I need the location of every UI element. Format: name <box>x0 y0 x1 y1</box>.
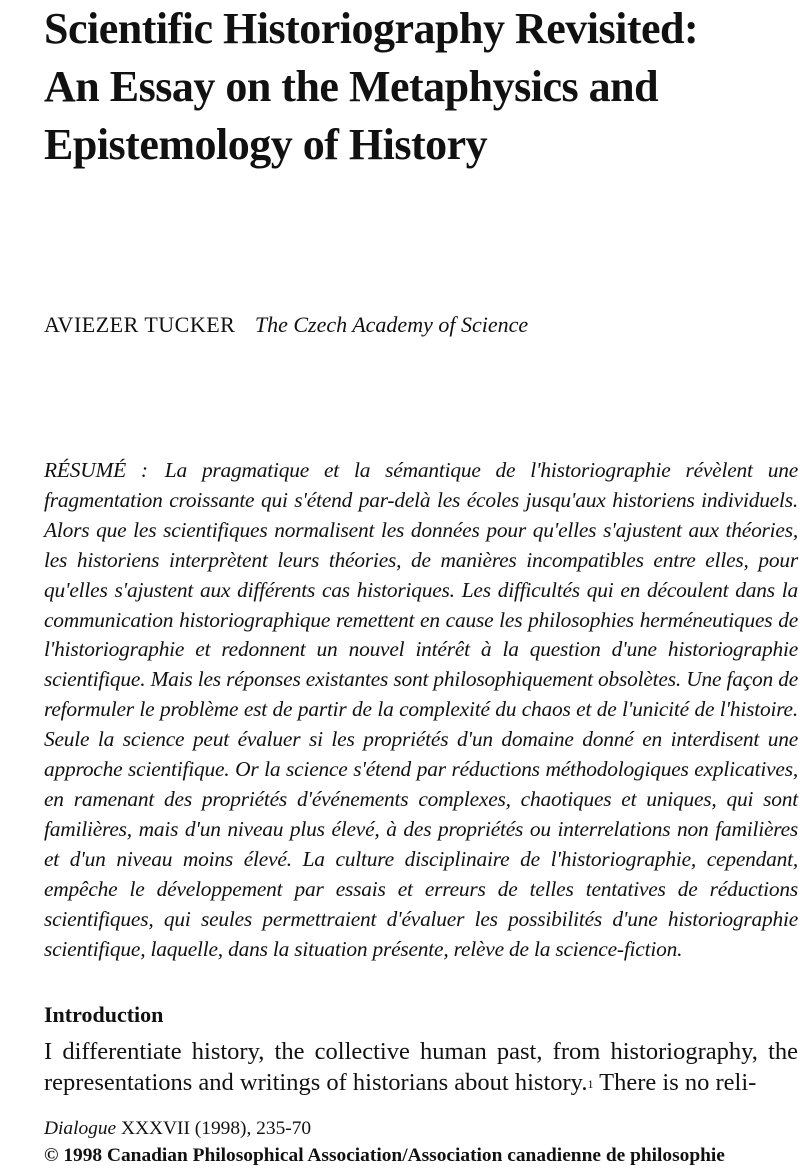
journal-volume-pages: XXXVII (1998), 235-70 <box>116 1118 312 1139</box>
introduction-text: I differentiate history, the collective human past, from historiography, the representations and writings of historians about history. <box>44 1038 798 1096</box>
author-affiliation: The Czech Academy of Science <box>254 312 529 337</box>
title-line-3: Epistemology of History <box>44 120 488 169</box>
title-line-1: Scientific Historiography Revisited: <box>44 4 699 53</box>
copyright-notice: © 1998 Canadian Philosophical Association/Association canadienne de philosophie <box>44 1145 725 1166</box>
journal-citation <box>44 1115 800 1142</box>
abstract <box>44 456 798 964</box>
introduction-paragraph <box>44 1036 798 1098</box>
abstract-text: La pragmatique et la sémantique de l'historiographie révèlent une fragmentation croissante qui s'étend par-delà les écoles jusqu'aux historiens individuels. Alors que les scientifiques normalisent les données pour qu'elles s'ajustent aux théories, les historiens interprètent leurs théories, de manières incompatibles entre elles, pour qu'elles s'ajustent aux différents cas historiques. Les difficultés qui en découlent dans la communication historiographique remettent en cause les philosophies herméneutiques de l'historiographie et redonnent un nouvel intérêt à la question d'une historiographie scientifique. Mais les réponses existantes sont philosophiquement obsolètes. Une façon de reformuler le problème est de partir de la complexité du chaos et de l'unicité de l'histoire. Seule la science peut évaluer si les propriétés d'un domaine donné en interdisent une approche scientifique. Or la science s'étend par réductions méthodologiques explicatives, en ramenant des propriétés d'événements complexes, chaotiques et uniques, qui sont familières, mais d'un niveau plus élevé, à des propriétés ou interrelations non familières et d'un niveau moins élevé. La culture disciplinaire de l'historiographie, cependant, empêche le développement par essais et erreurs de telles tentatives de réductions scientifiques, qui seules permettraient d'évaluer les possibilités d'une historiographie scientifique, laquelle, dans la situation présente, relève de la science-fiction. <box>44 458 798 961</box>
footnote-marker[interactable]: 1 <box>587 1077 594 1091</box>
byline <box>44 312 528 338</box>
journal-name: Dialogue <box>44 1118 117 1139</box>
author-name: AVIEZER TUCKER <box>44 312 236 337</box>
abstract-label: RÉSUMÉ : <box>44 458 148 482</box>
section-heading-introduction: Introduction <box>44 1002 164 1027</box>
introduction-text-continued: There is no reli- <box>593 1069 757 1096</box>
article-title <box>44 0 784 174</box>
page-footer <box>44 1115 800 1169</box>
title-line-2: An Essay on the Metaphysics and <box>44 62 659 111</box>
